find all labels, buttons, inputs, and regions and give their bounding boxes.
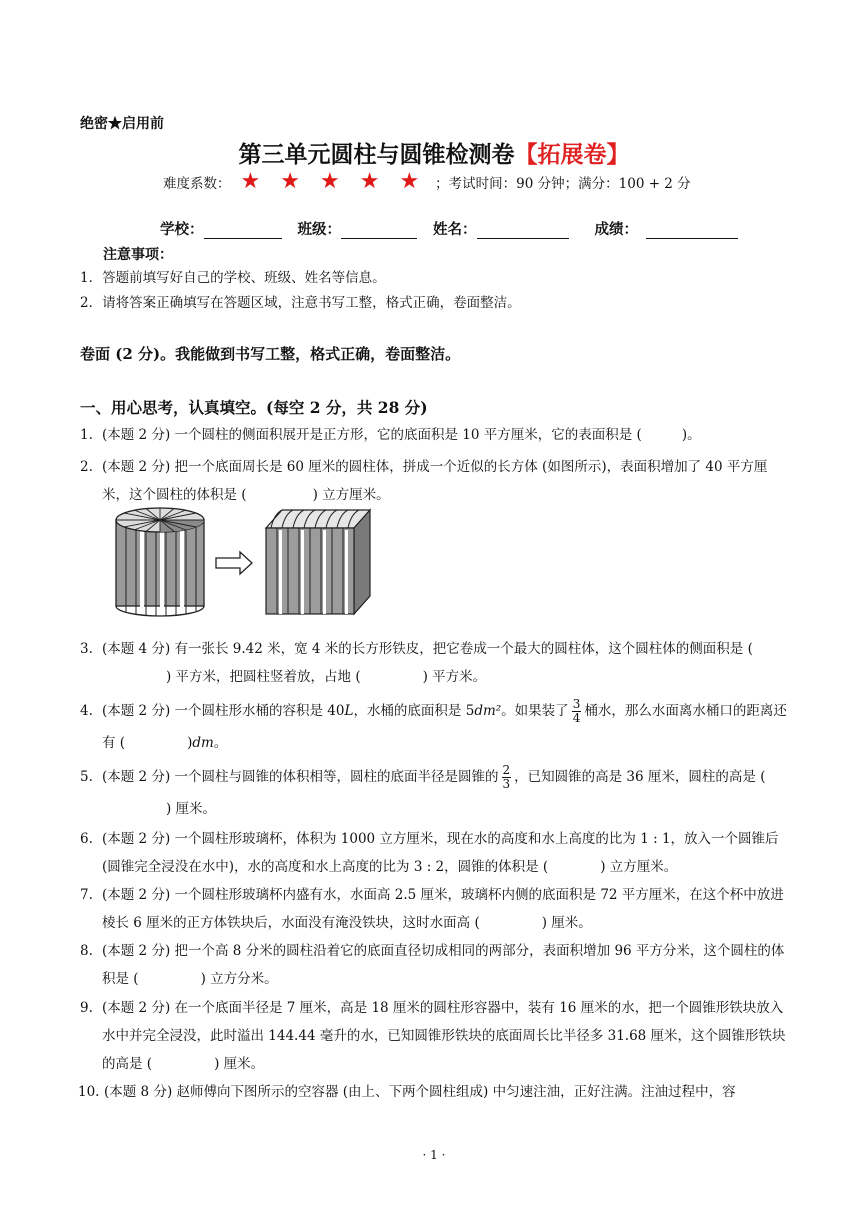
student-info-fields	[160, 218, 754, 239]
star-icon: ★	[319, 169, 340, 194]
star-icon: ★	[280, 169, 300, 194]
name-field[interactable]: 姓名：	[433, 218, 569, 239]
difficulty-stars	[240, 169, 420, 194]
neatness-note: 卷面 (2 分)。我能做到书写工整，格式正确，卷面整洁。	[80, 345, 461, 363]
cylinder-icon	[116, 508, 204, 616]
arrow-right-icon	[216, 552, 252, 574]
question-4: 4. (本题 2 分) 一个圆柱形水桶的容积是 40L，水桶的底面积是 5dm²。如果装了 $\frac{3}{4}$ 桶水，那么水面离水桶口的距离还有 ( )dm。	[80, 697, 787, 751]
notice-heading: 注意事项：	[103, 247, 173, 263]
question-10: 10. (本题 8 分) 赵师傅向下图所示的空容器 (由上、下两个圆柱组成) 中匀速注油，正好注满。注油过程中，容	[78, 1084, 736, 1100]
star-icon: ★	[240, 169, 261, 194]
question-1: 1. (本题 2 分) 一个圆柱的侧面积展开是正方形，它的底面积是 10 平方厘米，它的表面积是 ( )。	[80, 427, 701, 443]
cuboid-icon	[266, 510, 370, 614]
question-9: 9. (本题 2 分) 在一个底面半径是 7 厘米，高是 18 厘米的圆柱形容器中，装有 16 厘米的水，把一个圆锥形铁块放入水中并完全浸没，此时溢出 144.44 毫升的水，已知圆锥形铁块的底面周长比半径多 31.68 厘米，这个圆锥形铁块的高是 ( ) 厘米。	[80, 1000, 786, 1072]
cylinder-to-cuboid-figure	[112, 500, 382, 622]
page-number: · 1 ·	[422, 1148, 446, 1162]
question-2: 2. (本题 2 分) 把一个底面周长是 60 厘米的圆柱体，拼成一个近似的长方体 (如图所示)，表面积增加了 40 平方厘米，这个圆柱的体积是 ( ) 立方厘米。	[80, 459, 768, 503]
question-7: 7. (本题 2 分) 一个圆柱形玻璃杯内盛有水，水面高 2.5 厘米，玻璃杯内侧的底面积是 72 平方厘米，在这个杯中放进棱长 6 厘米的正方体铁块后，水面没有淹没铁块，这时水面高 ( ) 厘米。	[80, 887, 784, 931]
page-title: 第三单元圆柱与圆锥检测卷【拓展卷】	[238, 141, 630, 168]
fraction: $\frac{2}{3}$	[502, 763, 511, 791]
section-heading: 一、用心思考，认真填空。(每空 2 分，共 28 分)	[80, 398, 428, 417]
title-tag: 【拓展卷】	[514, 141, 630, 168]
question-6: 6. (本题 2 分) 一个圆柱形玻璃杯，体积为 1000 立方厘米，现在水的高度和水上高度的比为 1 : 1，放入一个圆锥后 (圆锥完全浸没在水中)，水的高度和水上高度的比为 3 : 2，圆锥的体积是 ( ) 立方厘米。	[80, 831, 779, 875]
question-3: 3. (本题 4 分) 有一张长 9.42 米，宽 4 米的长方形铁皮，把它卷成一个最大的圆柱体，这个圆柱体的侧面积是 () 平方米，把圆柱竖着放，占地 ( ) 平方米。	[80, 641, 753, 685]
fraction: $\frac{3}{4}$	[572, 697, 581, 725]
exam-info: ；考试时间：90 分钟；满分：100 + 2 分	[435, 176, 691, 192]
school-field[interactable]: 学校：	[160, 218, 282, 239]
class-field[interactable]: 班级：	[298, 218, 418, 239]
question-5: 5. (本题 2 分) 一个圆柱与圆锥的体积相等，圆柱的底面半径是圆锥的 $\frac{2}{3}$ ，已知圆锥的高是 36 厘米，圆柱的高是 () 厘米。	[80, 763, 766, 817]
notice-item: 2．请将答案正确填写在答题区域，注意书写工整，格式正确，卷面整洁。	[80, 295, 521, 311]
notice-item: 1．答题前填写好自己的学校、班级、姓名等信息。	[80, 270, 386, 286]
difficulty-label: 难度系数：	[163, 176, 231, 192]
confidential-mark: 绝密★启用前	[80, 116, 164, 132]
exam-meta	[163, 169, 691, 194]
question-8: 8. (本题 2 分) 把一个高 8 分米的圆柱沿着它的底面直径切成相同的两部分，表面积增加 96 平方分米，这个圆柱的体积是 ( ) 立方分米。	[80, 943, 785, 987]
star-icon: ★	[399, 169, 420, 194]
score-field[interactable]: 成绩：	[595, 218, 739, 239]
star-icon: ★	[359, 169, 380, 194]
